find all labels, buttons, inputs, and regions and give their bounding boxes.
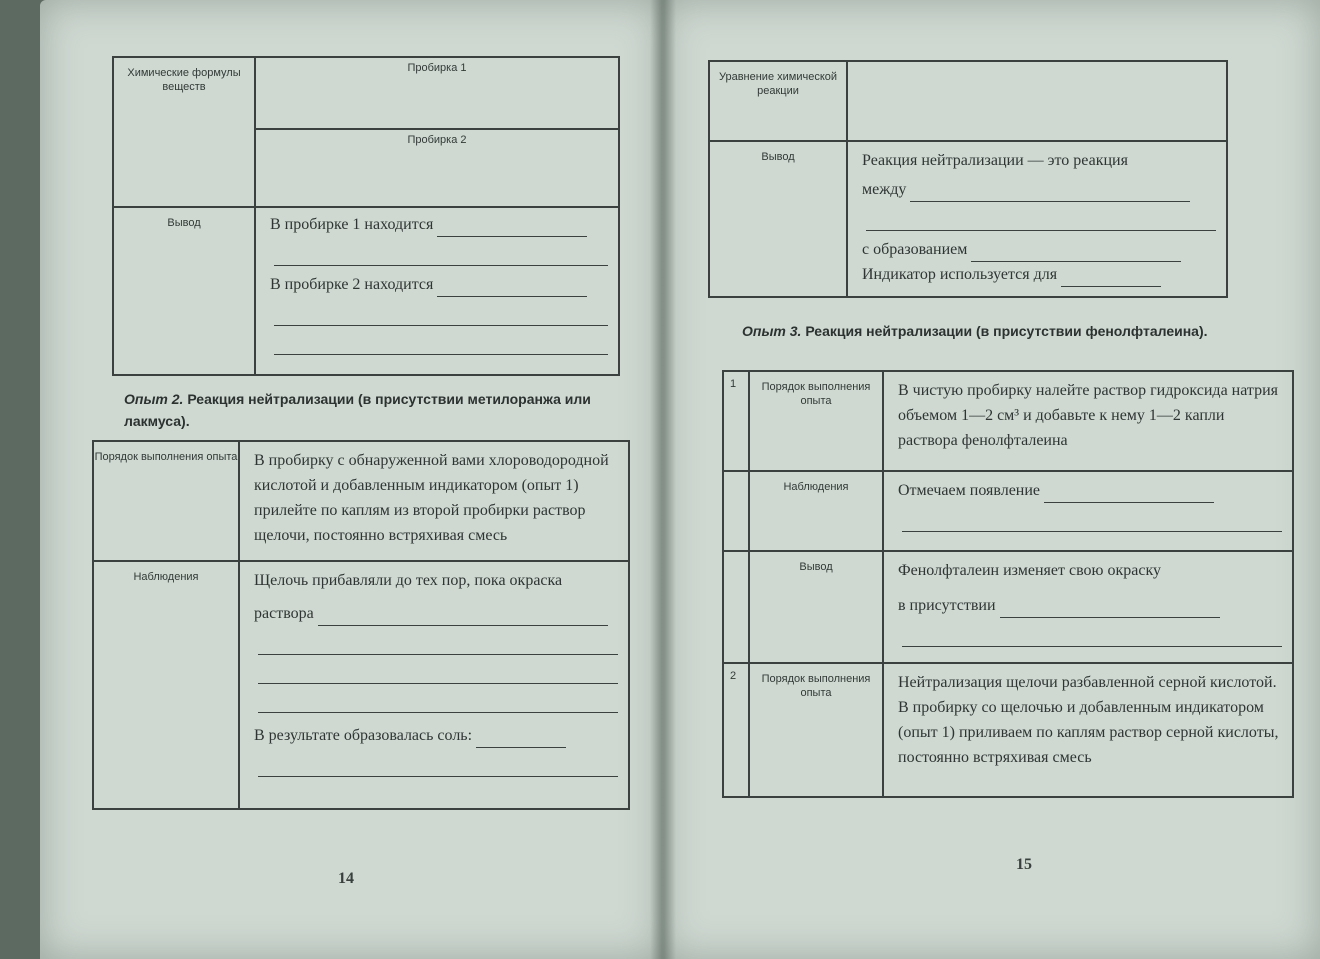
order-label-3: Порядок выполнения опыта: [761, 381, 871, 407]
experiment-3-prefix: Опыт 3.: [742, 323, 802, 339]
book-gutter: [650, 0, 676, 959]
conclusion-text-tube1: В пробирке 1 находится: [270, 216, 434, 233]
observations-text: Щелочь прибавляли до тех пор, пока окраска: [254, 572, 563, 589]
experiment-2-table: [92, 440, 630, 810]
conclusion-label-2: Вывод: [761, 151, 795, 163]
answer-line: [910, 185, 1190, 202]
answer-line: [318, 609, 608, 626]
formulas-table: [112, 56, 620, 376]
conclusion-label-1: Вывод: [167, 217, 201, 229]
order-text-3: В чистую пробирку налейте раствор гидроксида натрия объемом 1—2 см³ и добавьте к нему 1—2 капли раствора фенолфталеина: [898, 382, 1279, 449]
step-number-2: 2: [730, 670, 737, 682]
order-text: В пробирку с обнаруженной вами хлороводородной кислотой и добавленным индикатором (опыт 1) прилейте по каплям из второй пробирки раствор щелочи, постоянно встряхивая смесь: [254, 452, 609, 544]
formation-text: с образованием: [862, 241, 968, 258]
answer-line: [1044, 486, 1214, 503]
answer-line: [258, 690, 618, 713]
experiment-2-heading: [124, 388, 624, 432]
equation-table: [708, 60, 1228, 298]
indicator-text: Индикатор используется для: [862, 266, 1058, 283]
answer-line: [258, 661, 618, 684]
answer-line: [902, 509, 1282, 532]
answer-line: [274, 332, 608, 355]
step-number-1: 1: [730, 378, 737, 390]
answer-line: [437, 220, 587, 237]
tube1-label: Пробирка 1: [407, 62, 467, 74]
experiment-2-title: Реакция нейтрализации (в присутствии метилоранжа или лакмуса).: [124, 391, 591, 429]
order-label-3b: Порядок выполнения опыта: [761, 673, 871, 699]
order-label: Порядок выполнения опыта: [94, 451, 238, 463]
answer-line: [866, 208, 1216, 231]
conclusion-text-3: Фенолфталеин изменяет свою окраску: [898, 562, 1162, 579]
answer-line: [274, 243, 608, 266]
equation-label: Уравнение химической реакции: [718, 71, 838, 97]
answer-line: [258, 754, 618, 777]
answer-line: [971, 245, 1181, 262]
experiment-2-prefix: Опыт 2.: [124, 391, 184, 407]
experiment-3-table: [722, 370, 1294, 798]
answer-line: [258, 632, 618, 655]
experiment-3-heading: [742, 320, 1242, 342]
tube2-label: Пробирка 2: [407, 134, 467, 146]
neutralization-definition: Реакция нейтрализации — это реакция: [862, 152, 1128, 169]
observations-label: Наблюдения: [133, 571, 199, 583]
answer-line: [437, 280, 587, 297]
answer-line: [274, 303, 608, 326]
conclusion-label-3: Вывод: [799, 561, 833, 573]
conclusion-text-tube2: В пробирке 2 находится: [270, 276, 434, 293]
observations-text-solution: раствора: [254, 605, 314, 622]
between-text: между: [862, 181, 907, 198]
page-number-right: 15: [1016, 856, 1032, 873]
answer-line: [476, 731, 566, 748]
answer-line: [1000, 601, 1220, 618]
result-text: В результате образовалась соль:: [254, 727, 473, 744]
presence-text: в присутствии: [898, 597, 996, 614]
formulas-label: Химические формулы веществ: [127, 67, 241, 93]
answer-line: [902, 624, 1282, 647]
experiment-3-title: Реакция нейтрализации (в присутствии фенолфталеина).: [805, 323, 1208, 339]
order-text-3b: Нейтрализация щелочи разбавленной серной кислотой. В пробирку со щелочью и добавленным индикатором (опыт 1) приливаем по каплям раствор серной кислоты, постоянно встряхивая смесь: [898, 674, 1279, 766]
page-number-left: 14: [338, 870, 354, 887]
observations-text-3: Отмечаем появление: [898, 482, 1041, 499]
observations-label-3: Наблюдения: [783, 481, 849, 493]
answer-line: [1061, 270, 1161, 287]
